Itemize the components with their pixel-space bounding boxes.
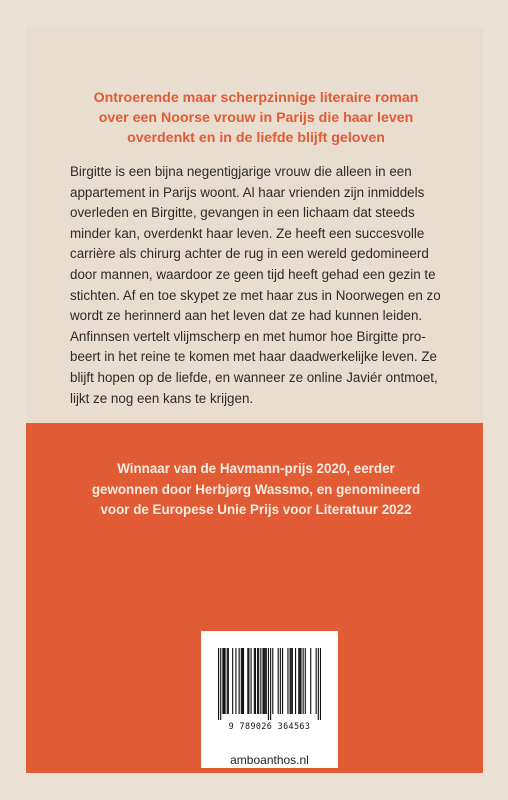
barcode-bar (295, 648, 296, 714)
barcode-bar (223, 648, 224, 714)
award-line: gewonnen door Herbjørg Wassmo, en genomineerd (91, 481, 421, 497)
barcode-bar (287, 648, 288, 714)
barcode-bar (243, 648, 244, 714)
blurb-line: carrière als chirurg achter de rug in een wereld gedomineerd (70, 246, 429, 262)
barcode-bar (310, 648, 311, 714)
blurb-line: blijft hopen op de liefde, en wanneer ze online Javiér ontmoet, (70, 369, 438, 385)
barcode-bar (290, 648, 291, 714)
barcode-bar (239, 648, 240, 714)
barcode-bar (232, 648, 233, 714)
tagline-line: overdenkt en in de liefde blijft geloven (127, 130, 385, 146)
cover-blurb (70, 162, 460, 409)
award-line: Winnaar van de Havmann-prijs 2020, eerder (117, 461, 395, 476)
publisher-url: amboanthos.nl (230, 753, 309, 767)
barcode-bar (272, 648, 273, 714)
barcode-bar (247, 648, 248, 714)
barcode-bar (257, 648, 258, 714)
blurb-line: beert in het reine te komen met haar daadwerkelijke leven. Ze (70, 349, 437, 365)
barcode-bar (225, 648, 226, 714)
barcode-bar (320, 648, 321, 720)
cover-tagline (56, 88, 456, 148)
barcode-bar (291, 648, 292, 714)
isbn-barcode (218, 648, 321, 720)
barcode-panel (201, 631, 338, 768)
barcode-bar (266, 648, 267, 714)
barcode-bar (265, 648, 266, 714)
cover-upper-panel (26, 27, 483, 423)
barcode-bar (300, 648, 301, 714)
barcode-bar (255, 648, 256, 714)
barcode-bar (305, 648, 306, 714)
barcode-bar (222, 648, 223, 714)
blurb-line: Anfinnsen vertelt vlijmscherp en met humor hoe Birgitte pro- (70, 328, 426, 344)
barcode-bar (318, 648, 319, 720)
blurb-line: lijkt ze nog een kans te krijgen. (70, 390, 254, 406)
barcode-bar (278, 648, 279, 714)
barcode-bar (303, 648, 304, 714)
barcode-bar (268, 648, 269, 720)
barcode-bar (298, 648, 299, 714)
barcode-bar (280, 648, 281, 714)
barcode-bar (242, 648, 243, 714)
barcode-bar (258, 648, 259, 714)
barcode-bar (282, 648, 283, 714)
blurb-line: Birgitte is een bijna negentigjarige vrouw die alleen in een (70, 164, 412, 179)
blurb-line: minder kan, overdenkt haar leven. Ze heeft een succesvolle (70, 225, 425, 241)
barcode-bar (254, 648, 255, 714)
award-text (56, 459, 456, 521)
blurb-line: overleden en Birgitte, gevangen in een lichaam dat steeds (70, 205, 415, 221)
tagline-line: over een Noorse vrouw in Parijs die haar leven (98, 110, 414, 126)
barcode-bar (260, 648, 261, 714)
barcode-bar (228, 648, 229, 714)
barcode-bar (218, 648, 219, 720)
barcode-bar (316, 648, 317, 714)
book-back-cover (26, 27, 483, 773)
award-line: voor de Europese Unie Prijs voor Literatuur 2022 (100, 502, 412, 517)
barcode-bar (227, 648, 228, 714)
barcode-bar (292, 648, 293, 714)
barcode-bar (251, 648, 252, 714)
blurb-line: appartement in Parijs woont. Al haar vrienden zijn inmiddels (70, 184, 425, 200)
isbn-number: 9 789026 364563 (228, 721, 311, 731)
barcode-bar (262, 648, 263, 714)
barcode-bar (248, 648, 249, 714)
barcode-bar (264, 648, 265, 714)
tagline-line: Ontroerende maar scherpzinnige literaire roman (93, 90, 419, 106)
blurb-line: stichten. Af en toe skypet ze met haar zus in Noorwegen en zo (70, 287, 441, 303)
barcode-bar (241, 648, 242, 714)
barcode-bar (235, 648, 236, 714)
blurb-line: wordt ze herinnerd aan het leven dat ze had kunnen leiden. (70, 308, 423, 324)
barcode-bar (299, 648, 300, 714)
barcode-bar (270, 648, 271, 720)
barcode-bar (220, 648, 221, 720)
blurb-line: door mannen, waardoor ze geen tijd heeft gehad een gezin te (70, 266, 436, 282)
